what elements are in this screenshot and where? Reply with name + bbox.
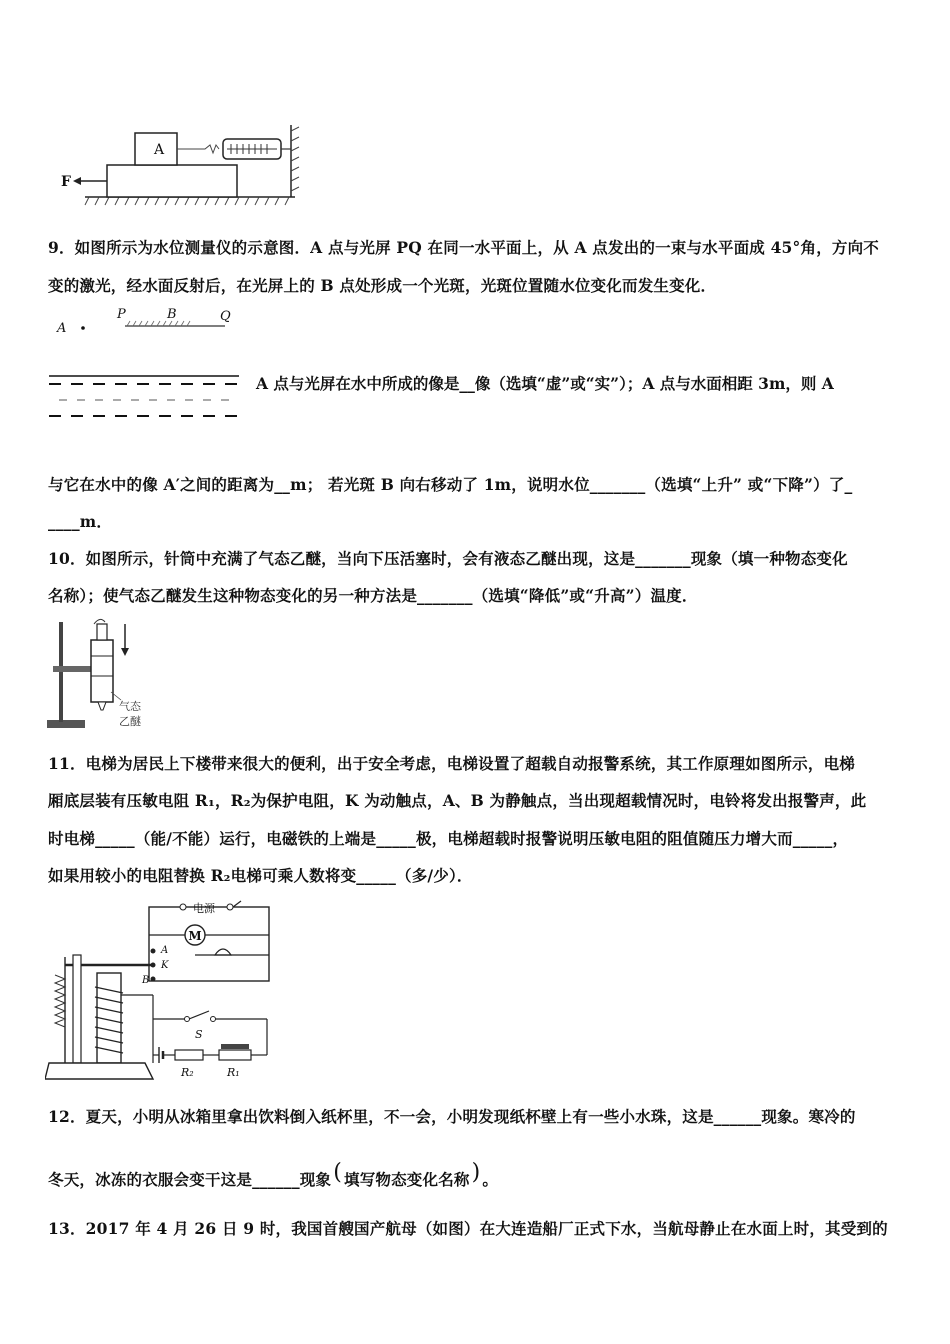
point-b-label: B — [167, 307, 177, 322]
contact-k-label: K — [161, 960, 169, 971]
resistor-r2-label: R₂ — [181, 1066, 194, 1079]
resistor-r1-label: R₁ — [227, 1066, 240, 1079]
q11-line-3: 时电梯_____（能/不能）运行，电磁铁的上端是_____极，电梯超载时报警说明压敏电阻的阻值随压力增大而_____， — [48, 829, 849, 848]
point-p-label: P — [117, 307, 126, 322]
q9-line-4: 与它在水中的像 A′之间的距离为__m； 若光斑 B 向右移动了 1m，说明水位_______（选填“上升” 或“下降”）了_ — [48, 475, 853, 494]
q9-line-2: 变的激光，经水面反射后，在光屏上的 B 点处形成一个光斑，光斑位置随水位变化而发生变化． — [48, 276, 717, 295]
gas-label-2: 乙醚 — [119, 715, 141, 728]
contact-b-label: B — [142, 975, 150, 986]
q9-line-5: ____m． — [48, 512, 113, 531]
syringe-figure — [45, 612, 160, 732]
point-a-label: A — [57, 321, 67, 336]
q11-line-2: 厢底层装有压敏电阻 R₁，R₂为保护电阻，K 为动触点，A、B 为静触点，当出现超载情况时，电铃将发出报警声，此 — [48, 791, 867, 810]
q12-paren-close: ) — [471, 1160, 481, 1185]
block-a-label: A — [153, 142, 165, 158]
water-level-figure — [45, 306, 245, 421]
q12-line-1: 12．夏天，小明从冰箱里拿出饮料倒入纸杯里，不一会，小明发现纸杯壁上有一些小水珠，这是______现象。寒冷的 — [48, 1107, 856, 1126]
q12-paren-open: ( — [333, 1160, 342, 1185]
q12-line-2c: 。 — [482, 1170, 499, 1189]
q13-line-1: 13．2017 年 4 月 26 日 9 时，我国首艘国产航母（如图）在大连造船厂正式下水，当航母静止在水面上时，其受到的 — [48, 1219, 888, 1238]
motor-label: M — [188, 929, 202, 943]
force-diagram-figure — [55, 125, 305, 210]
gas-label-1: 气态 — [119, 700, 141, 713]
q9-line-3: A 点与光屏在水中所成的像是__像（选填“虚”或“实”）；A 点与水面相距 3m，则 A — [256, 374, 834, 393]
q10-line-2: 名称）；使气态乙醚发生这种物态变化的另一种方法是_______（选填“降低”或“升高”）温度． — [48, 586, 698, 605]
q12-line-2b: 填写物态变化名称 — [344, 1170, 470, 1189]
power-label: 电源 — [193, 902, 215, 915]
elevator-circuit-figure — [45, 895, 275, 1085]
q11-line-4: 如果用较小的电阻替换 R₂电梯可乘人数将变_____（多/少）． — [48, 866, 473, 885]
q12-line-2 — [48, 1160, 499, 1191]
q12-line-2a: 冬天，冰冻的衣服会变干这是______现象 — [48, 1170, 332, 1189]
contact-a-label: A — [161, 945, 169, 956]
point-q-label: Q — [220, 309, 231, 324]
q9-line-1: 9．如图所示为水位测量仪的示意图．A 点与光屏 PQ 在同一水平面上，从 A 点发出的一束与水平面成 45°角，方向不 — [48, 238, 879, 257]
switch-s-label: S — [195, 1028, 203, 1041]
q11-line-1: 11．电梯为居民上下楼带来很大的便利，出于安全考虑，电梯设置了超载自动报警系统，其工作原理如图所示，电梯 — [48, 754, 855, 773]
force-label: F — [61, 174, 71, 190]
q10-line-1: 10．如图所示，针筒中充满了气态乙醚，当向下压活塞时，会有液态乙醚出现，这是_______现象（填一种物态变化 — [48, 549, 848, 568]
